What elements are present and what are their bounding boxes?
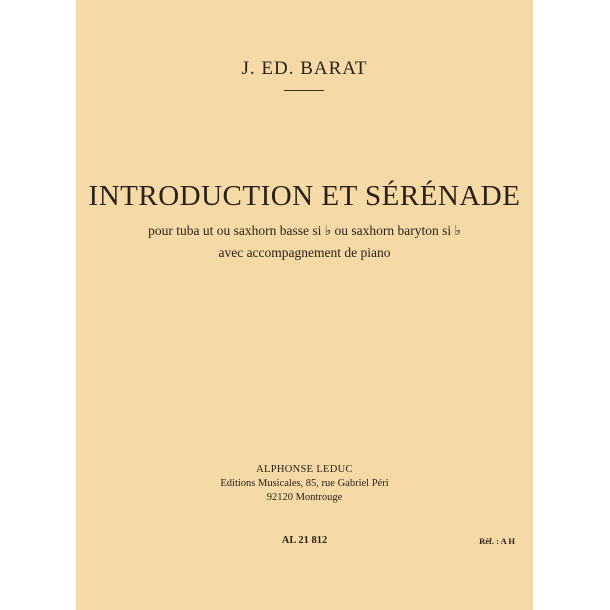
publisher-name: ALPHONSE LEDUC [256,464,353,475]
catalog-number: AL 21 812 [281,535,328,546]
reference-code: Réf. : A H [479,536,515,546]
score-cover [76,0,533,610]
instrumentation-line: pour tuba ut ou saxhorn basse si ♭ ou saxhorn baryton si ♭ [148,223,461,238]
publisher-address: Editions Musicales, 85, rue Gabriel Péri [220,478,389,489]
divider-rule [284,90,324,91]
accompaniment-line: avec accompagnement de piano [218,245,391,260]
composer-name: J. ED. BARAT [241,58,368,79]
work-title: INTRODUCTION ET SÉRÉNADE [88,180,521,212]
publisher-city: 92120 Montrouge [266,492,343,503]
